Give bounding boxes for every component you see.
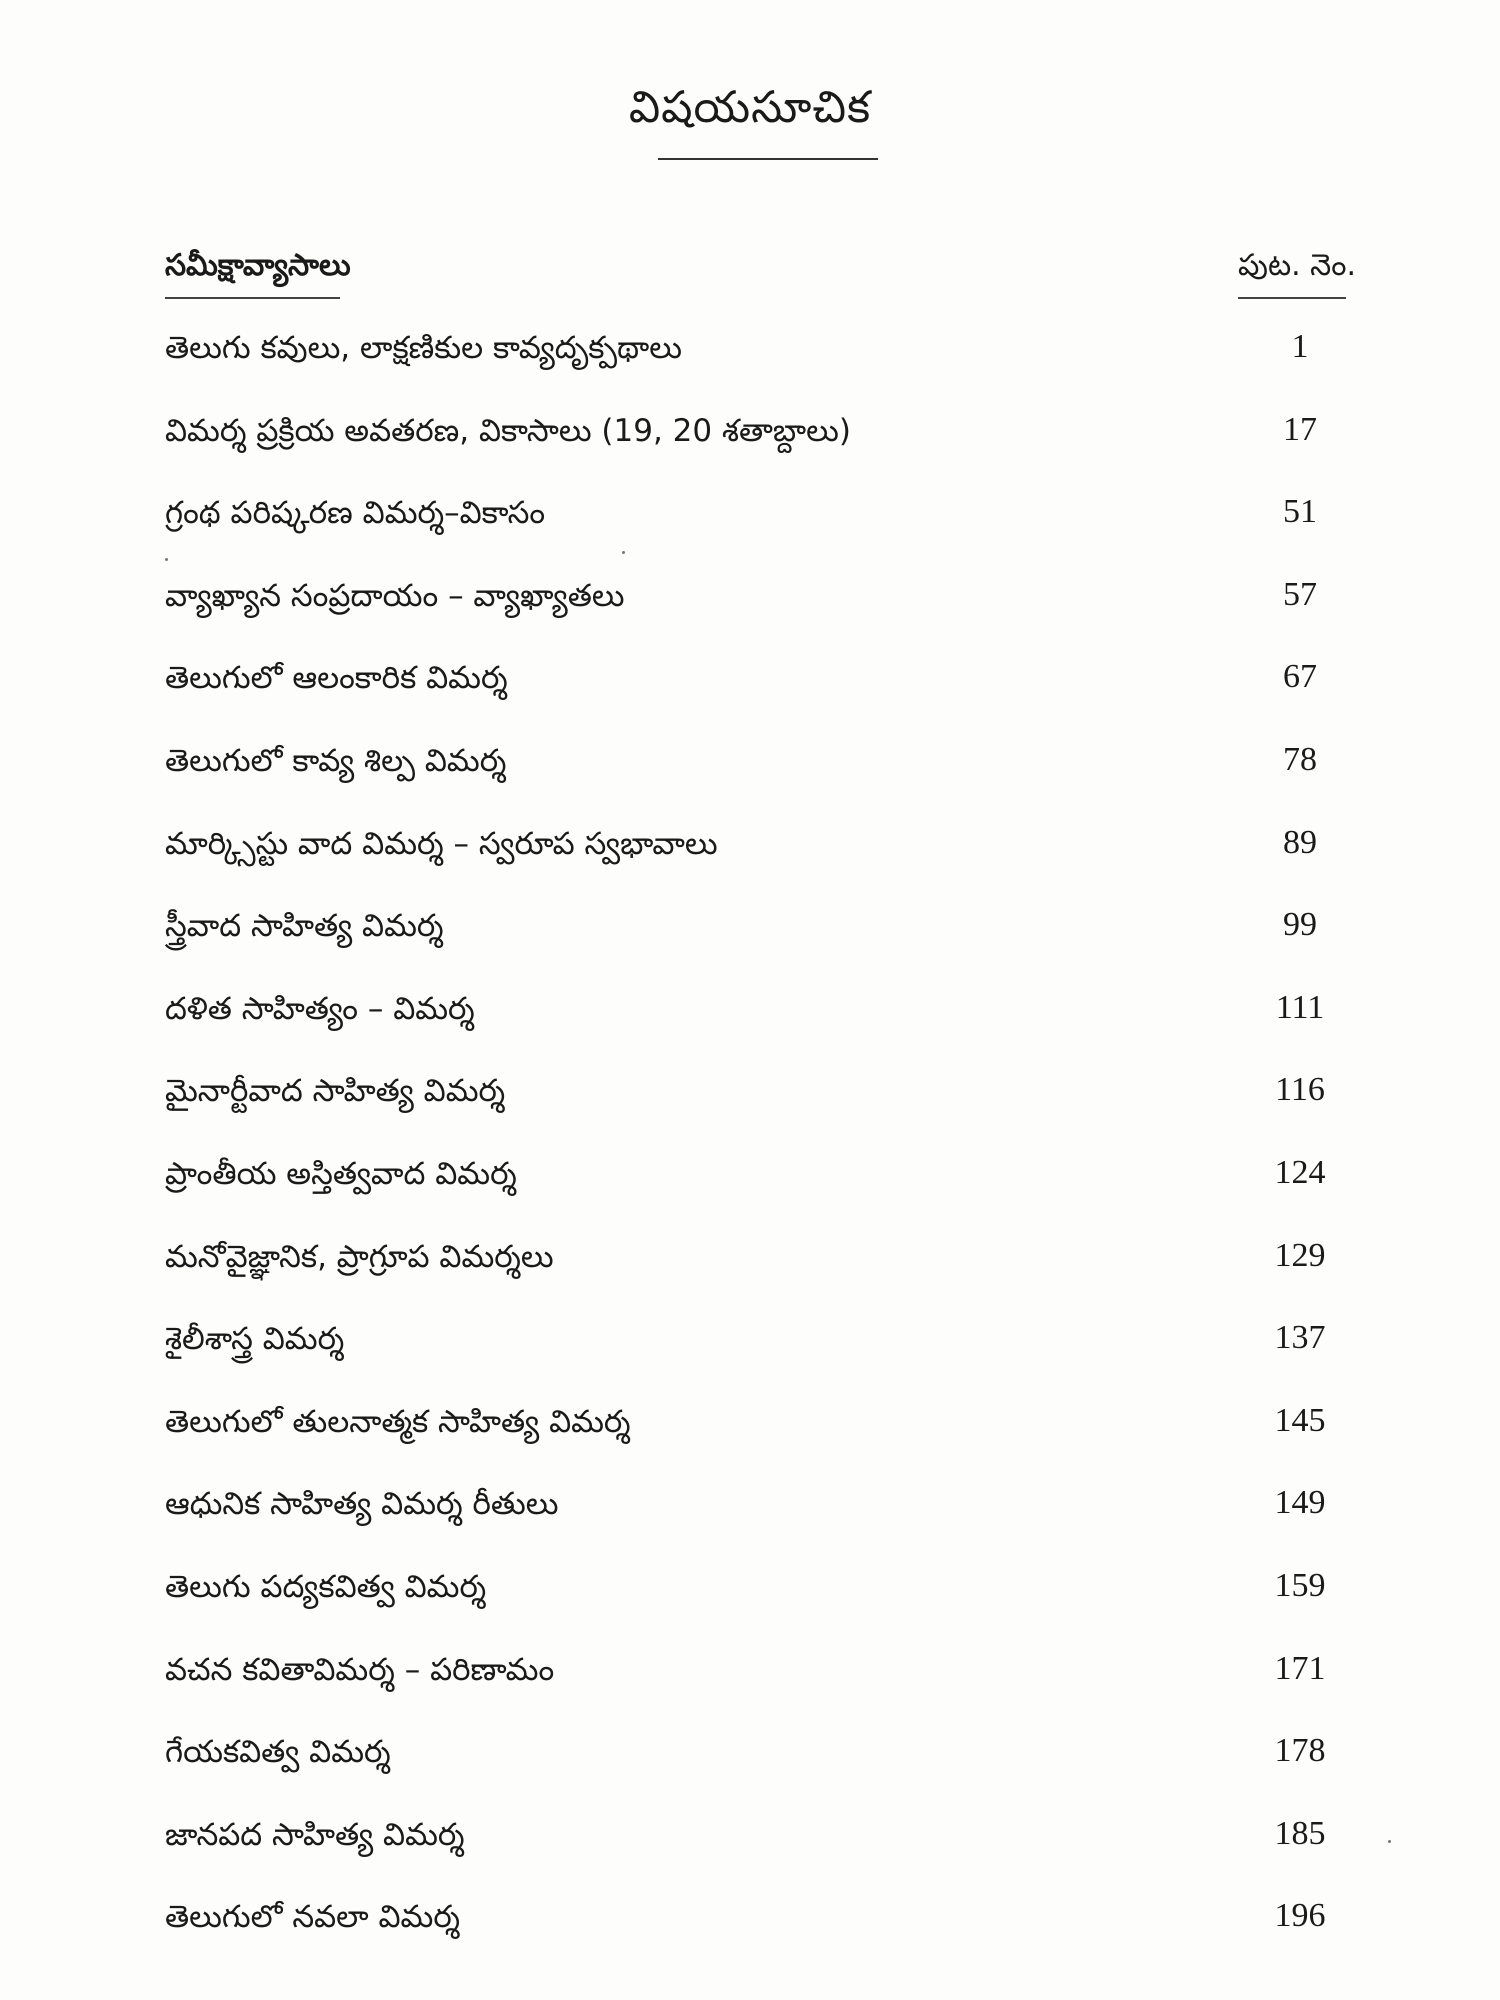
toc-entry bbox=[0, 1807, 1500, 1890]
toc-entry bbox=[0, 1642, 1500, 1725]
toc-entry-title: జానపద సాహిత్య విమర్శ bbox=[165, 1816, 465, 1853]
toc-entry-title: తెలుగులో ఆలంకారిక విమర్శ bbox=[165, 660, 508, 697]
column-header-essays: సమీక్షావ్యాసాలు bbox=[165, 248, 351, 283]
toc-entry-page: 57 bbox=[1283, 575, 1317, 613]
toc-entry bbox=[0, 568, 1500, 651]
column-header-page-number: పుట. నెం. bbox=[1238, 248, 1356, 283]
toc-entry-title: తెలుగులో తులనాత్మక సాహిత్య విమర్శ bbox=[165, 1403, 631, 1440]
toc-entry-title: స్త్రీవాద సాహిత్య విమర్శ bbox=[165, 908, 444, 945]
toc-entry-page: 99 bbox=[1283, 906, 1317, 944]
toc-entry-page: 159 bbox=[1274, 1566, 1326, 1604]
toc-entry bbox=[0, 1229, 1500, 1312]
toc-entry-title: వ్యాఖ్యాన సంప్రదాయం – వ్యాఖ్యాతలు bbox=[165, 577, 625, 614]
toc-entry bbox=[0, 1146, 1500, 1229]
toc-entry bbox=[0, 1889, 1500, 1972]
table-of-contents bbox=[0, 320, 1500, 1972]
toc-entry-page: 178 bbox=[1274, 1732, 1326, 1770]
paper-speck bbox=[622, 551, 625, 554]
toc-entry bbox=[0, 733, 1500, 816]
toc-entry-title: తెలుగులో కావ్య శిల్ప విమర్శ bbox=[165, 742, 507, 779]
toc-entry bbox=[0, 1476, 1500, 1559]
toc-entry-page: 111 bbox=[1275, 988, 1325, 1026]
toc-entry bbox=[0, 403, 1500, 486]
toc-entry-title: దళిత సాహిత్యం – విమర్శ bbox=[165, 990, 475, 1027]
title-underline bbox=[658, 158, 878, 160]
toc-entry-title: తెలుగులో నవలా విమర్శ bbox=[165, 1899, 460, 1936]
column-header-essays-underline bbox=[165, 297, 340, 299]
toc-entry-page: 17 bbox=[1283, 410, 1317, 448]
paper-speck bbox=[165, 558, 168, 561]
toc-entry-title: మార్క్సిస్టు వాద విమర్శ – స్వరూప స్వభావాలు bbox=[165, 825, 718, 862]
toc-entry-page: 137 bbox=[1274, 1319, 1326, 1357]
toc-entry-page: 149 bbox=[1274, 1484, 1326, 1522]
toc-entry-title: మనోవైజ్ఞానిక, ప్రాగ్రూప విమర్శలు bbox=[165, 1238, 554, 1275]
toc-entry-page: 145 bbox=[1274, 1401, 1326, 1439]
toc-entry bbox=[0, 898, 1500, 981]
toc-entry bbox=[0, 650, 1500, 733]
toc-entry-title: గ్రంథ పరిష్కరణ విమర్శ–వికాసం bbox=[165, 495, 546, 532]
paper-speck bbox=[1388, 1840, 1391, 1843]
toc-entry-page: 185 bbox=[1274, 1814, 1326, 1852]
toc-entry-page: 116 bbox=[1275, 1071, 1325, 1109]
toc-entry-page: 129 bbox=[1274, 1236, 1326, 1274]
toc-entry-title: వచన కవితావిమర్శ – పరిణామం bbox=[165, 1651, 555, 1688]
toc-entry-title: తెలుగు కవులు, లాక్షణికుల కావ్యదృక్పథాలు bbox=[165, 330, 682, 366]
toc-entry-title: తెలుగు పద్యకవిత్వ విమర్శ bbox=[165, 1568, 487, 1605]
toc-entry-title: గేయకవిత్వ విమర్శ bbox=[165, 1734, 391, 1771]
toc-entry-title: ప్రాంతీయ అస్తిత్వవాద విమర్శ bbox=[165, 1155, 517, 1192]
toc-entry bbox=[0, 485, 1500, 568]
toc-entry bbox=[0, 1063, 1500, 1146]
toc-entry-title: మైనార్టీవాద సాహిత్య విమర్శ bbox=[165, 1073, 506, 1110]
toc-entry-title: శైలీశాస్త్ర విమర్శ bbox=[165, 1321, 345, 1358]
toc-entry-page: 124 bbox=[1274, 1153, 1326, 1191]
toc-entry bbox=[0, 1394, 1500, 1477]
page-title: విషయసూచిక bbox=[628, 82, 872, 133]
toc-entry-page: 171 bbox=[1274, 1649, 1326, 1687]
toc-entry bbox=[0, 320, 1500, 403]
toc-entry bbox=[0, 1724, 1500, 1807]
column-header-page-number-underline bbox=[1238, 297, 1346, 299]
toc-entry bbox=[0, 981, 1500, 1064]
toc-entry bbox=[0, 1311, 1500, 1394]
toc-entry bbox=[0, 1559, 1500, 1642]
toc-entry-page: 196 bbox=[1274, 1897, 1326, 1935]
toc-entry-title: ఆధునిక సాహిత్య విమర్శ రీతులు bbox=[165, 1486, 559, 1523]
toc-entry-page: 1 bbox=[1291, 328, 1309, 365]
toc-entry-title: విమర్శ ప్రక్రియ అవతరణ, వికాసాలు (19, 20 శతాబ్దాలు) bbox=[165, 412, 851, 449]
toc-entry-page: 67 bbox=[1283, 658, 1317, 696]
toc-entry-page: 89 bbox=[1283, 823, 1317, 861]
toc-entry bbox=[0, 816, 1500, 899]
toc-entry-page: 51 bbox=[1283, 493, 1317, 531]
toc-entry-page: 78 bbox=[1283, 740, 1317, 778]
